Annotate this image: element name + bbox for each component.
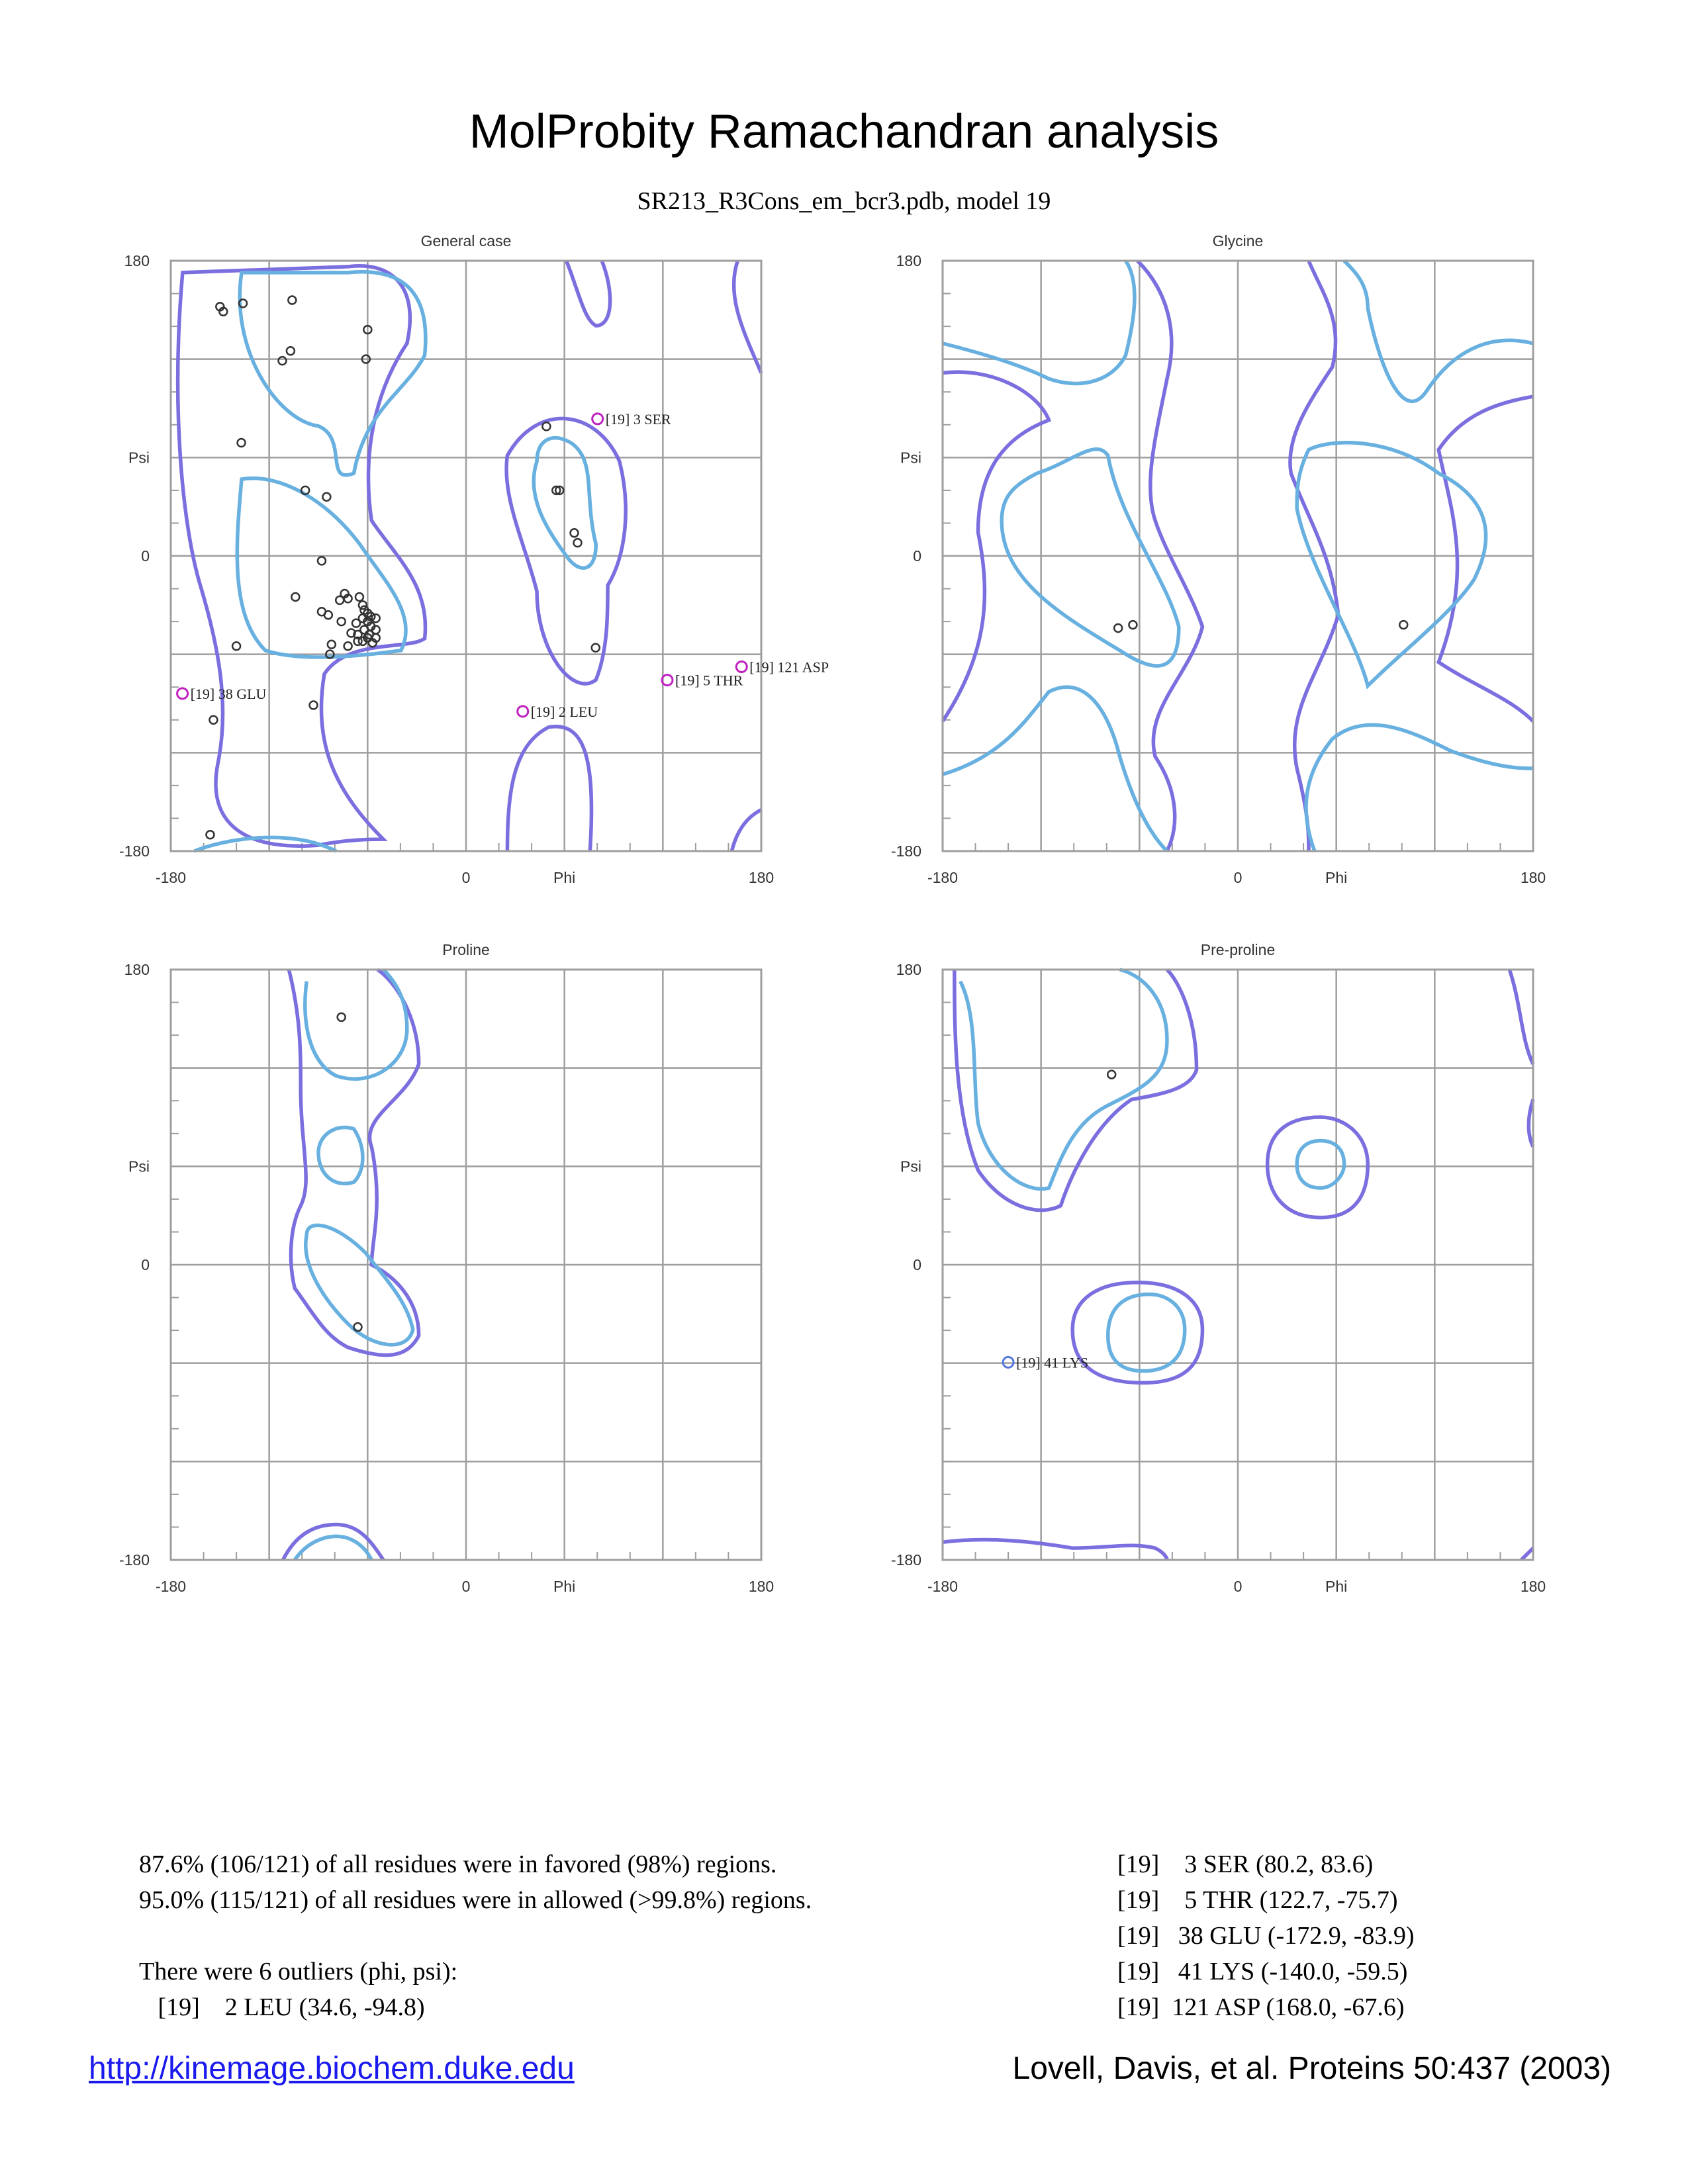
data-point [338,617,346,625]
stats-favored: 87.6% (106/121) of all residues were in favored (98%) regions. [139,1850,777,1878]
outlier-label: [19] 3 SER [605,410,671,428]
contour-outer [734,261,761,373]
citation: Lovell, Davis, et al. Proteins 50:437 (2003) [1012,2051,1611,2086]
contour-inner [318,1128,363,1184]
data-point [1129,621,1137,629]
y-tick-label: 180 [896,961,921,978]
page-subtitle: SR213_R3Cons_em_bcr3.pdb, model 19 [637,187,1051,215]
outlier-list-item: [19] 38 GLU (-172.9, -83.9) [1117,1922,1415,1950]
plot-title: Glycine [1212,232,1264,250]
x-tick-label: -180 [927,1578,959,1595]
data-point [1399,621,1407,629]
contour-inner [943,687,1167,851]
outlier-point [518,706,528,717]
contour-outer [731,810,761,851]
x-axis-label: Phi [1325,869,1348,886]
outlier-list-item: [19] 41 LYS (-140.0, -59.5) [1117,1958,1408,1985]
plot-panel [891,232,1546,886]
contour-inner [195,837,336,851]
y-tick-label: -180 [890,842,921,860]
y-tick-label: 0 [913,547,921,565]
contour-outer [1521,1548,1533,1560]
data-point [1107,1071,1115,1079]
stats-allowed: 95.0% (115/121) of all residues were in allowed (>99.8%) regions. [139,1886,812,1914]
contour-inner [295,1536,371,1560]
contour-outer [1268,1117,1368,1218]
page-title: MolProbity Ramachandran analysis [469,105,1219,158]
data-point [318,557,326,565]
x-tick-label: 0 [461,869,471,886]
data-point [238,439,246,447]
data-point [278,357,286,365]
outlier-list-item: [19] 121 ASP (168.0, -67.6) [1117,1993,1405,2021]
x-axis-label: Phi [553,1578,576,1595]
y-tick-label: 0 [913,1256,921,1273]
outlier-point [592,414,603,424]
outlier-label: [19] 41 LYS [1016,1354,1089,1371]
data-point [310,701,318,709]
data-point [322,493,330,501]
outlier-list-item: [19] 5 THR (122.7, -75.7) [1117,1886,1398,1914]
data-point [592,644,600,652]
kinemage-link[interactable]: http://kinemage.biochem.duke.edu [89,2051,575,2086]
contour-inner [1108,1295,1185,1371]
x-axis-label: Phi [553,869,576,886]
x-tick-label: 180 [748,869,774,886]
outlier-point [177,688,188,699]
contour-outer [1438,396,1533,721]
contour-inner [943,261,1135,383]
contour-inner [240,272,426,475]
outlier-label: [19] 2 LEU [530,703,598,720]
data-point [542,422,550,430]
y-axis-label: Psi [900,1158,921,1175]
contour-inner [961,970,1167,1189]
outlier-point [736,661,747,672]
y-tick-label: 0 [141,547,150,565]
y-tick-label: 180 [124,252,150,269]
outlier-label: [19] 38 GLU [190,685,267,702]
y-tick-label: -180 [890,1551,921,1569]
y-tick-label: 0 [141,1256,150,1273]
contour-outer [943,372,1049,721]
contour-inner [1344,261,1533,401]
contour-outer [943,1540,1167,1560]
x-tick-label: 180 [1520,1578,1546,1595]
data-point [287,347,295,355]
data-point [571,529,579,537]
x-tick-label: -180 [155,869,187,886]
plot-title: General case [420,232,512,250]
y-axis-label: Psi [900,449,921,467]
data-point [344,642,352,650]
data-point [328,641,336,649]
y-axis-label: Psi [128,449,150,467]
data-point [209,716,217,724]
stats-outlier-leu: [19] 2 LEU (34.6, -94.8) [139,1993,425,2021]
data-point [232,642,240,650]
data-point [353,1323,361,1331]
x-tick-label: 0 [461,1578,471,1595]
outlier-list-item: [19] 3 SER (80.2, 83.6) [1117,1850,1374,1878]
contour-outer [567,261,610,326]
outlier-label: [19] 5 THR [675,672,743,689]
x-tick-label: -180 [927,869,959,886]
data-point [359,601,367,609]
plot-title: Pre-proline [1200,941,1276,958]
x-tick-label: 180 [748,1578,774,1595]
data-point [352,619,360,627]
data-point [291,593,299,601]
x-axis-label: Phi [1325,1578,1348,1595]
y-axis-label: Psi [128,1158,150,1175]
data-point [573,539,581,547]
x-tick-label: 0 [1233,1578,1243,1595]
y-tick-label: -180 [118,1551,150,1569]
data-point [324,611,332,619]
data-point [1114,624,1122,632]
data-point [355,593,363,601]
x-tick-label: -180 [155,1578,187,1595]
y-tick-label: -180 [118,842,150,860]
data-point [338,1013,346,1021]
contour-outer [507,727,591,851]
plot-panel [119,232,829,886]
data-point [288,296,296,304]
contour-inner [1002,449,1179,666]
contour-inner [1306,725,1533,851]
data-point [372,614,380,622]
outlier-label: [19] 121 ASP [749,659,829,676]
y-tick-label: 180 [896,252,921,269]
stats-outlier-count: There were 6 outliers (phi, psi): [139,1958,458,1985]
plot-panel [891,941,1546,1595]
plot-panel [119,941,774,1595]
x-tick-label: 0 [1233,869,1243,886]
data-point [206,831,214,839]
x-tick-label: 180 [1520,869,1546,886]
y-tick-label: 180 [124,961,150,978]
plot-title: Proline [442,941,490,958]
contour-outer [1509,970,1533,1064]
